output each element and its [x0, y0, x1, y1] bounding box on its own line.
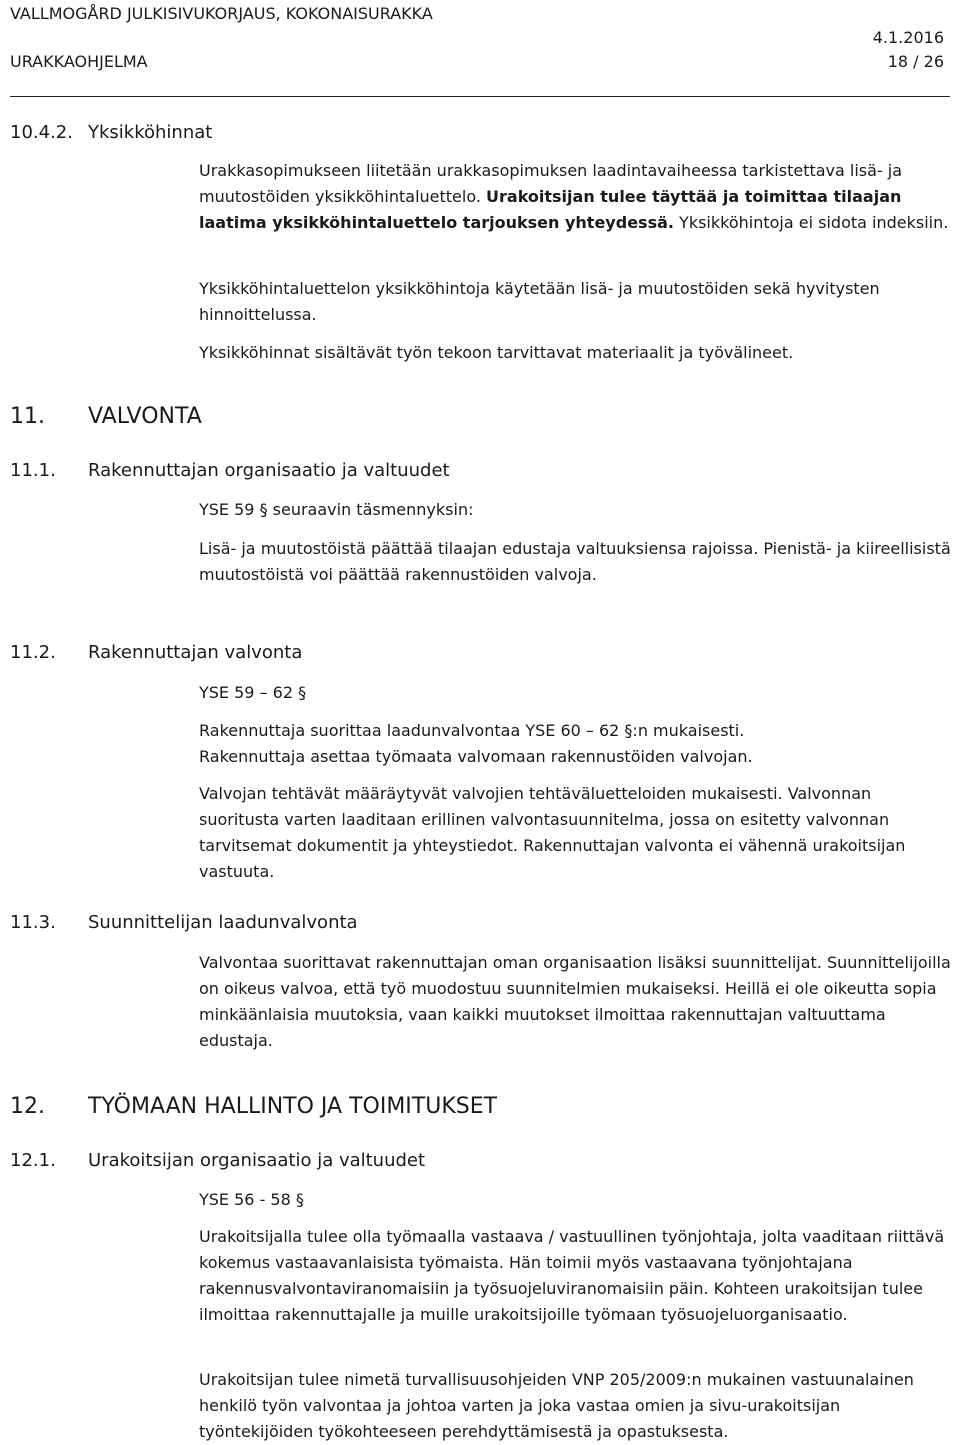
- paragraph: [199, 718, 951, 770]
- text-line: Rakennuttaja asettaa työmaata valvomaan rakennustöiden valvojan.: [199, 747, 753, 766]
- paragraph: YSE 56 - 58 §: [199, 1190, 304, 1209]
- paragraph: Urakoitsijalla tulee olla työmaalla vastaava / vastuullinen työnjohtaja, jolta vaaditaan riittävä kokemus vastaavanlaisista työmaista. Hän toimii myös vastaavana työnjohtajana rakennusvalvontaviranomaisiin ja työsuojeluviranomaisiin päin. Kohteen urakoitsijan tulee ilmoittaa rakennuttajalle ja muille urakoitsijoille työmaan työsuojeluorganisaatio.: [199, 1227, 945, 1324]
- heading-12-1: [10, 1150, 425, 1171]
- header-project: VALLMOGÅRD JULKISIVUKORJAUS, KOKONAISURAKKA: [10, 4, 433, 23]
- header-doc: URAKKAOHJELMA: [10, 52, 148, 71]
- section-number: 11.1.: [10, 460, 56, 481]
- paragraph: Lisä- ja muutostöistä päättää tilaajan edustaja valtuuksiensa rajoissa. Pienistä- ja kiireellisistä muutostöistä voi päättää rakennustöiden valvoja.: [199, 539, 951, 584]
- section-title: TYÖMAAN HALLINTO JA TOIMITUKSET: [88, 1094, 498, 1119]
- paragraph: [199, 158, 951, 236]
- section-title: Urakoitsijan organisaatio ja valtuudet: [88, 1150, 426, 1171]
- header-date: 4.1.2016: [872, 28, 944, 47]
- section-title: VALVONTA: [88, 404, 202, 429]
- paragraph: Yksikköhintaluettelon yksikköhintoja käytetään lisä- ja muutostöiden sekä hyvitysten hinnoittelussa.: [199, 279, 880, 324]
- section-number: 11.: [10, 404, 45, 429]
- heading-10-4-2: [10, 122, 212, 143]
- paragraph: YSE 59 § seuraavin täsmennyksin:: [199, 500, 474, 519]
- paragraph: Valvontaa suorittavat rakennuttajan oman organisaation lisäksi suunnittelijat. Suunnittelijoilla on oikeus valvoa, että työ muodostuu suunnitelmien mukaiseksi. Heillä ei ole oikeutta sopia minkäänlaisia muutoksia, vaan kaikki muutokset ilmoittaa rakennuttajan valtuuttama edustaja.: [199, 953, 951, 1050]
- section-number: 12.: [10, 1094, 45, 1119]
- paragraph: YSE 59 – 62 §: [199, 683, 307, 702]
- header-divider: [10, 96, 950, 97]
- heading-12: [10, 1094, 497, 1119]
- text-run: Urakkasopimukseen liitetään urakkasopimuksen laadintavaiheessa tarkistettava lisä- ja muutostöiden yksikköhintaluettelo.: [199, 161, 903, 206]
- section-number: 12.1.: [10, 1150, 56, 1171]
- section-number: 11.2.: [10, 642, 56, 663]
- section-title: Rakennuttajan valvonta: [88, 642, 303, 663]
- section-title: Rakennuttajan organisaatio ja valtuudet: [88, 460, 450, 481]
- paragraph: Valvojan tehtävät määräytyvät valvojien tehtäväluetteloiden mukaisesti. Valvonnan suoritusta varten laaditaan erillinen valvontasuunnitelma, jossa on esitetty valvonnan tarvitsemat dokumentit ja yhteystiedot. Rakennuttajan valvonta ei vähennä urakoitsijan vastuuta.: [199, 784, 906, 881]
- heading-11: [10, 404, 202, 429]
- section-title: Yksikköhinnat: [88, 122, 213, 143]
- paragraph: Urakoitsijan tulee nimetä turvallisuusohjeiden VNP 205/2009:n mukainen vastuunalainen henkilö työn valvontaa ja johtoa varten ja joka vastaa omien ja sivu-urakoitsijan työntekijöiden työkohteeseen perehdyttämisestä ja opastuksesta.: [199, 1370, 914, 1441]
- section-number: 11.3.: [10, 912, 56, 933]
- section-number: 10.4.2.: [10, 122, 73, 143]
- section-title: Suunnittelijan laadunvalvonta: [88, 912, 358, 933]
- text-run: Yksikköhintoja ei sidota indeksiin.: [673, 213, 949, 232]
- paragraph: Yksikköhinnat sisältävät työn tekoon tarvittavat materiaalit ja työvälineet.: [199, 343, 794, 362]
- heading-11-1: [10, 460, 450, 481]
- heading-11-3: [10, 912, 358, 933]
- text-line: Rakennuttaja suorittaa laadunvalvontaa YSE 60 – 62 §:n mukaisesti.: [199, 721, 745, 740]
- bold-text-run: Urakoitsijan tulee täyttää ja toimittaa tilaajan laatima yksikköhintaluettelo tarjouksen yhteydessä.: [199, 187, 902, 232]
- heading-11-2: [10, 642, 302, 663]
- header-page: 18 / 26: [887, 52, 944, 71]
